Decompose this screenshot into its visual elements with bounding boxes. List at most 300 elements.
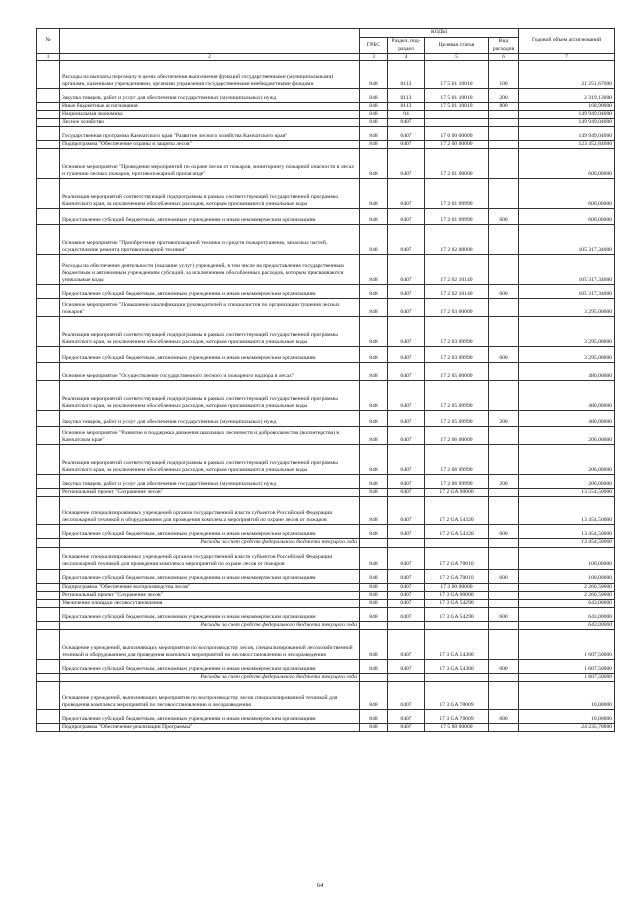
row-type <box>489 119 519 127</box>
column-index: 7 <box>519 54 615 61</box>
row-section: 0407 <box>388 682 425 710</box>
row-amount: 13 454,50000 <box>519 497 615 525</box>
table-row <box>37 381 615 411</box>
row-name: Расходы за счет средств федерального бюджета текущего года <box>60 539 360 547</box>
row-name: Предоставление субсидий бюджетным, автономным учреждениям и иным некоммерческим организациям <box>60 607 360 621</box>
row-amount: 1 607,50000 <box>519 673 615 681</box>
row-section: 0407 <box>388 411 425 427</box>
row-article: 17 3 GA 54300 <box>425 629 489 659</box>
row-amount: 149 949,04000 <box>519 127 615 141</box>
header-type: Вид расходов <box>489 38 519 54</box>
table-row <box>37 225 615 255</box>
table-row <box>37 179 615 209</box>
row-grbs: 848 <box>360 583 388 591</box>
row-grbs: 848 <box>360 347 388 363</box>
row-amount: 600,00000 <box>519 149 615 179</box>
table-row <box>37 89 615 103</box>
row-article: 17 2 01 09990 <box>425 179 489 209</box>
row-grbs: 848 <box>360 525 388 539</box>
row-name: Предоставление субсидий бюджетным, автономным учреждениям и иным некоммерческим организациям <box>60 710 360 724</box>
table-row <box>37 497 615 525</box>
table-row <box>37 411 615 427</box>
row-article: 17 2 GA 54320 <box>425 497 489 525</box>
row-grbs: 848 <box>360 179 388 209</box>
table-row-subtotal <box>37 621 615 629</box>
row-article: 17 2 06 09990 <box>425 445 489 475</box>
row-section: 0407 <box>388 255 425 285</box>
row-amount: 3 295,00000 <box>519 299 615 317</box>
table-row <box>37 363 615 381</box>
row-section: 0407 <box>388 119 425 127</box>
row-number <box>37 475 60 489</box>
row-section: 0407 <box>388 149 425 179</box>
row-type <box>489 255 519 285</box>
table-row <box>37 285 615 299</box>
row-amount: 3 295,00000 <box>519 347 615 363</box>
table-row <box>37 724 615 732</box>
row-grbs: 848 <box>360 127 388 141</box>
row-name: Реализация мероприятий соответствующей подпрограммы в рамках соответствующей государственной программы Камчатского края, за исключением обособленных расходов, которым присваиваются уникальные коды <box>60 179 360 209</box>
row-article: 17 2 06 00000 <box>425 427 489 445</box>
column-index: 1 <box>37 54 60 61</box>
row-article: 17 2 01 09990 <box>425 209 489 225</box>
row-name: Государственная программа Камчатского края "Развитие лесного хозяйства Камчатского края" <box>60 127 360 141</box>
row-type <box>489 583 519 591</box>
row-number <box>37 569 60 583</box>
row-article: 17 2 02 00000 <box>425 225 489 255</box>
row-section <box>388 621 425 629</box>
row-grbs: 848 <box>360 607 388 621</box>
row-grbs <box>360 673 388 681</box>
row-section: 0407 <box>388 583 425 591</box>
row-amount: 123 452,84000 <box>519 141 615 149</box>
row-number <box>37 141 60 149</box>
row-section: 0407 <box>388 299 425 317</box>
row-section: 0407 <box>388 381 425 411</box>
row-number <box>37 591 60 599</box>
row-section: 0407 <box>388 363 425 381</box>
row-grbs: 848 <box>360 61 388 89</box>
row-article: 17 5 01 10010 <box>425 61 489 89</box>
table-row <box>37 475 615 489</box>
row-type <box>489 599 519 607</box>
row-amount: 31 251,67000 <box>519 61 615 89</box>
row-amount: 1 607,50000 <box>519 629 615 659</box>
row-amount: 2 319,13000 <box>519 89 615 103</box>
row-name: Реализация мероприятий соответствующей подпрограммы в рамках соответствующей государственной программы Камчатского края, за исключением обособленных расходов, которым присваиваются уникальные коды <box>60 381 360 411</box>
column-index: 5 <box>425 54 489 61</box>
row-section <box>388 673 425 681</box>
row-type: 800 <box>489 103 519 111</box>
row-number <box>37 489 60 497</box>
row-amount: 168,90000 <box>519 103 615 111</box>
row-type <box>489 445 519 475</box>
row-name: Закупка товаров, работ и услуг для обеспечения государственных (муниципальных) нужд <box>60 89 360 103</box>
row-type <box>489 363 519 381</box>
row-amount: 149 949,04000 <box>519 119 615 127</box>
row-name: Региональный проект "Сохранение лесов" <box>60 489 360 497</box>
row-number <box>37 317 60 347</box>
row-amount: 100,00000 <box>519 547 615 569</box>
row-article <box>425 119 489 127</box>
row-amount: 600,00000 <box>519 209 615 225</box>
row-section: 0407 <box>388 607 425 621</box>
row-amount: 206,00000 <box>519 445 615 475</box>
row-amount: 643,00000 <box>519 607 615 621</box>
row-number <box>37 225 60 255</box>
row-article: 17 3 GA 70009 <box>425 682 489 710</box>
row-type <box>489 111 519 119</box>
row-section: 0407 <box>388 141 425 149</box>
table-row <box>37 682 615 710</box>
table-row <box>37 599 615 607</box>
row-article: 17 0 00 00000 <box>425 127 489 141</box>
row-section: 0407 <box>388 489 425 497</box>
row-name: Основное мероприятие "Повышение квалификации руководителей и специалистов по организации тушения лесных пожаров" <box>60 299 360 317</box>
row-amount: 105 317,34000 <box>519 285 615 299</box>
row-number <box>37 127 60 141</box>
row-amount: 10,00000 <box>519 682 615 710</box>
row-grbs: 848 <box>360 255 388 285</box>
row-name: Оснащение специализированных учреждений органов государственной власти субъектов Российской Федерации лесопожарной техникой для проведения комплекса мероприятий по охране лесов от пожаров <box>60 547 360 569</box>
row-article: 17 2 05 09990 <box>425 381 489 411</box>
row-type <box>489 127 519 141</box>
row-article: 17 5 01 10010 <box>425 103 489 111</box>
row-amount: 10,00000 <box>519 710 615 724</box>
row-grbs: 848 <box>360 569 388 583</box>
row-article: 17 5 01 10010 <box>425 89 489 103</box>
table-row-subtotal <box>37 673 615 681</box>
row-name: Предоставление субсидий бюджетным, автономным учреждениям и иным некоммерческим организациям <box>60 347 360 363</box>
row-section: 0407 <box>388 445 425 475</box>
table-row <box>37 591 615 599</box>
row-number <box>37 299 60 317</box>
row-type: 600 <box>489 607 519 621</box>
row-amount: 206,00000 <box>519 475 615 489</box>
row-type: 600 <box>489 569 519 583</box>
row-article: 17 2 02 10140 <box>425 255 489 285</box>
row-type <box>489 427 519 445</box>
row-grbs: 848 <box>360 682 388 710</box>
row-amount: 2 260,50000 <box>519 583 615 591</box>
table-row <box>37 710 615 724</box>
row-type <box>489 149 519 179</box>
row-name: Оснащение учреждений, выполняющих мероприятия по воспроизводству лесов специализированной техникой для проведения комплекса мероприятий по лесовосстановлению и лесоразведению <box>60 682 360 710</box>
row-article: 17 2 03 09990 <box>425 347 489 363</box>
row-section: 0407 <box>388 724 425 732</box>
row-type: 200 <box>489 475 519 489</box>
row-amount: 600,00000 <box>519 179 615 209</box>
row-name: Иные бюджетные ассигнования <box>60 103 360 111</box>
row-type: 600 <box>489 209 519 225</box>
row-section: 0407 <box>388 599 425 607</box>
row-type <box>489 673 519 681</box>
row-name: Реализация мероприятий соответствующей подпрограммы в рамках соответствующей государственной программы Камчатского края, за исключением обособленных расходов, которым присваиваются уникальные коды <box>60 445 360 475</box>
row-number <box>37 427 60 445</box>
row-section: 0407 <box>388 209 425 225</box>
table-row <box>37 103 615 111</box>
row-type: 200 <box>489 89 519 103</box>
budget-table <box>36 28 615 732</box>
row-article: 17 2 01 00000 <box>425 149 489 179</box>
row-section: 0113 <box>388 61 425 89</box>
row-amount: 105 317,34000 <box>519 225 615 255</box>
row-grbs: 848 <box>360 489 388 497</box>
row-type: 600 <box>489 347 519 363</box>
row-name: Расходы за счет средств федерального бюджета текущего года <box>60 673 360 681</box>
row-number <box>37 255 60 285</box>
row-name: Основное мероприятие "Проведение мероприятий по охране лесов от пожаров, мониторингу пожарной опасности в лесах и тушению лесных пожаров, противопожарной пропаганде" <box>60 149 360 179</box>
row-type <box>489 317 519 347</box>
row-section: 04 <box>388 111 425 119</box>
row-section: 0407 <box>388 629 425 659</box>
row-grbs: 848 <box>360 629 388 659</box>
row-type: 600 <box>489 710 519 724</box>
table-row <box>37 127 615 141</box>
row-amount: 105 317,34000 <box>519 255 615 285</box>
table-row <box>37 569 615 583</box>
row-type <box>489 225 519 255</box>
table-row <box>37 445 615 475</box>
row-grbs: 848 <box>360 497 388 525</box>
page-number: 64 <box>316 882 324 889</box>
row-amount: 206,00000 <box>519 427 615 445</box>
row-article: 17 2 03 09990 <box>425 317 489 347</box>
table-row <box>37 427 615 445</box>
table-row <box>37 659 615 673</box>
row-type <box>489 381 519 411</box>
row-grbs: 848 <box>360 591 388 599</box>
header-name <box>60 29 360 54</box>
row-grbs: 848 <box>360 103 388 111</box>
header-num: № <box>37 29 60 54</box>
row-amount: 1 607,50000 <box>519 659 615 673</box>
row-grbs: 848 <box>360 363 388 381</box>
row-grbs: 848 <box>360 381 388 411</box>
row-name: Подпрограмма "Обеспечение охраны и защиты лесов" <box>60 141 360 149</box>
row-name: Основное мероприятие "Осуществление государственного лесного и пожарного надзора в лесах" <box>60 363 360 381</box>
row-article: 17 2 03 00000 <box>425 299 489 317</box>
table-row <box>37 141 615 149</box>
row-section: 0407 <box>388 285 425 299</box>
row-type <box>489 682 519 710</box>
row-type: 600 <box>489 659 519 673</box>
row-number <box>37 119 60 127</box>
row-article: 17 2 06 09990 <box>425 475 489 489</box>
row-article: 17 3 GA 54290 <box>425 607 489 621</box>
row-number <box>37 103 60 111</box>
table-row <box>37 489 615 497</box>
row-section: 0407 <box>388 427 425 445</box>
row-article: 17 3 GA 00000 <box>425 591 489 599</box>
row-article <box>425 621 489 629</box>
row-amount: 100,00000 <box>519 569 615 583</box>
row-section: 0407 <box>388 659 425 673</box>
row-section: 0407 <box>388 569 425 583</box>
row-article: 17 5 00 00000 <box>425 724 489 732</box>
row-grbs <box>360 539 388 547</box>
row-article: 17 2 05 09990 <box>425 411 489 427</box>
row-type <box>489 724 519 732</box>
column-index-row <box>37 54 615 61</box>
row-article: 17 3 GA 70009 <box>425 710 489 724</box>
row-article: 17 2 00 00000 <box>425 141 489 149</box>
table-row <box>37 209 615 225</box>
row-article: 17 2 02 10140 <box>425 285 489 299</box>
row-type <box>489 179 519 209</box>
header-amount: Годовой объем ассигнований <box>519 29 615 54</box>
row-name: Основное мероприятие "Приобретение противопожарной техники и средств пожаротушения, запасных частей, осуществление ремонта противопожарной техники" <box>60 225 360 255</box>
row-type <box>489 591 519 599</box>
row-amount: 13 454,50000 <box>519 525 615 539</box>
row-amount: 480,00000 <box>519 411 615 427</box>
row-section: 0407 <box>388 347 425 363</box>
row-name: Реализация мероприятий соответствующей подпрограммы в рамках соответствующей государственной программы Камчатского края, за исключением обособленных расходов, которым присваиваются уникальные коды <box>60 317 360 347</box>
table-row <box>37 61 615 89</box>
row-number <box>37 659 60 673</box>
row-article: 17 3 00 00000 <box>425 583 489 591</box>
row-grbs: 848 <box>360 299 388 317</box>
row-number <box>37 599 60 607</box>
column-index: 2 <box>60 54 360 61</box>
row-grbs: 848 <box>360 427 388 445</box>
row-article: 17 2 05 00000 <box>425 363 489 381</box>
row-amount: 480,00000 <box>519 363 615 381</box>
table-row <box>37 119 615 127</box>
table-row <box>37 347 615 363</box>
row-article <box>425 539 489 547</box>
table-row <box>37 317 615 347</box>
row-number <box>37 497 60 525</box>
row-type <box>489 489 519 497</box>
row-number <box>37 539 60 547</box>
row-number <box>37 411 60 427</box>
row-section: 0407 <box>388 547 425 569</box>
row-name: Подпрограмма "Обеспечение реализации Программы" <box>60 724 360 732</box>
row-number <box>37 61 60 89</box>
row-name: Увеличение площади лесовосстановления <box>60 599 360 607</box>
row-number <box>37 621 60 629</box>
row-grbs: 848 <box>360 710 388 724</box>
row-section: 0407 <box>388 179 425 209</box>
table-row-subtotal <box>37 539 615 547</box>
row-type <box>489 497 519 525</box>
row-grbs: 848 <box>360 599 388 607</box>
row-type: 600 <box>489 525 519 539</box>
row-amount: 149 949,04000 <box>519 111 615 119</box>
column-index: 4 <box>388 54 425 61</box>
row-type <box>489 299 519 317</box>
row-section <box>388 539 425 547</box>
row-article <box>425 673 489 681</box>
row-grbs: 848 <box>360 659 388 673</box>
row-number <box>37 607 60 621</box>
row-section: 0407 <box>388 525 425 539</box>
row-number <box>37 724 60 732</box>
row-type <box>489 547 519 569</box>
row-number <box>37 149 60 179</box>
table-row <box>37 525 615 539</box>
table-row <box>37 299 615 317</box>
row-section: 0407 <box>388 225 425 255</box>
row-article <box>425 111 489 119</box>
row-type <box>489 621 519 629</box>
header-article: Целевая статья <box>425 38 489 54</box>
row-type <box>489 141 519 149</box>
row-number <box>37 445 60 475</box>
row-grbs: 848 <box>360 724 388 732</box>
row-name: Основное мероприятие "Развитие и поддержка движения школьных лесничеств и добровольчества (волонтерства) в Камчатском крае" <box>60 427 360 445</box>
row-section: 0407 <box>388 497 425 525</box>
row-name: Предоставление субсидий бюджетным, автономным учреждениям и иным некоммерческим организациям <box>60 209 360 225</box>
row-amount: 643,00000 <box>519 621 615 629</box>
row-name: Предоставление субсидий бюджетным, автономным учреждениям и иным некоммерческим организациям <box>60 569 360 583</box>
row-name: Национальная экономика <box>60 111 360 119</box>
row-section: 0113 <box>388 103 425 111</box>
row-grbs: 848 <box>360 149 388 179</box>
row-name: Подпрограмма "Обеспечение воспроизводства лесов" <box>60 583 360 591</box>
row-article: 17 3 GA 54300 <box>425 659 489 673</box>
row-number <box>37 583 60 591</box>
row-name: Региональный проект "Сохранение лесов" <box>60 591 360 599</box>
row-grbs: 848 <box>360 141 388 149</box>
row-number <box>37 179 60 209</box>
row-grbs: 848 <box>360 445 388 475</box>
column-index: 6 <box>489 54 519 61</box>
row-article: 17 2 GA 70010 <box>425 547 489 569</box>
column-index: 3 <box>360 54 388 61</box>
row-number <box>37 547 60 569</box>
row-number <box>37 525 60 539</box>
row-section: 0407 <box>388 317 425 347</box>
row-grbs: 848 <box>360 119 388 127</box>
row-article: 17 2 GA 54320 <box>425 525 489 539</box>
table-row <box>37 583 615 591</box>
row-article: 17 2 GA 00000 <box>425 489 489 497</box>
row-article: 17 3 GA 54290 <box>425 599 489 607</box>
table-body <box>37 61 615 732</box>
row-name: Оснащение учреждений, выполняющих мероприятия по воспроизводству лесов, специализированной лесохозяйственной техникой и оборудованием для проведения комплекса мероприятий по лесовосстановлению и лесоразведению <box>60 629 360 659</box>
row-grbs: 848 <box>360 285 388 299</box>
row-grbs: 848 <box>360 317 388 347</box>
row-name: Предоставление субсидий бюджетным, автономным учреждениям и иным некоммерческим организациям <box>60 525 360 539</box>
row-name: Расходы за счет средств федерального бюджета текущего года <box>60 621 360 629</box>
row-name: Закупка товаров, работ и услуг для обеспечения государственных (муниципальных) нужд <box>60 475 360 489</box>
header-codes: КОДЫ <box>360 29 519 38</box>
row-grbs: 848 <box>360 475 388 489</box>
row-number <box>37 363 60 381</box>
row-grbs <box>360 621 388 629</box>
row-grbs: 848 <box>360 411 388 427</box>
row-number <box>37 209 60 225</box>
row-number <box>37 710 60 724</box>
row-name: Расходы на выплаты персоналу в целях обеспечения выполнения функций государственными (муниципальными) органами, казенными учреждениями, органами управления государственными внебюджетными фондами <box>60 61 360 89</box>
row-amount: 24 235,70000 <box>519 724 615 732</box>
table-row <box>37 547 615 569</box>
row-amount: 13 454,50000 <box>519 539 615 547</box>
row-amount: 2 260,50000 <box>519 591 615 599</box>
row-grbs: 848 <box>360 547 388 569</box>
row-type: 100 <box>489 61 519 89</box>
table-row <box>37 111 615 119</box>
row-amount: 13 554,50000 <box>519 489 615 497</box>
row-grbs: 848 <box>360 225 388 255</box>
row-name: Лесное хозяйство <box>60 119 360 127</box>
row-number <box>37 111 60 119</box>
header-section: Раздел, под-раздел <box>388 38 425 54</box>
row-grbs: 848 <box>360 111 388 119</box>
row-section: 0113 <box>388 89 425 103</box>
